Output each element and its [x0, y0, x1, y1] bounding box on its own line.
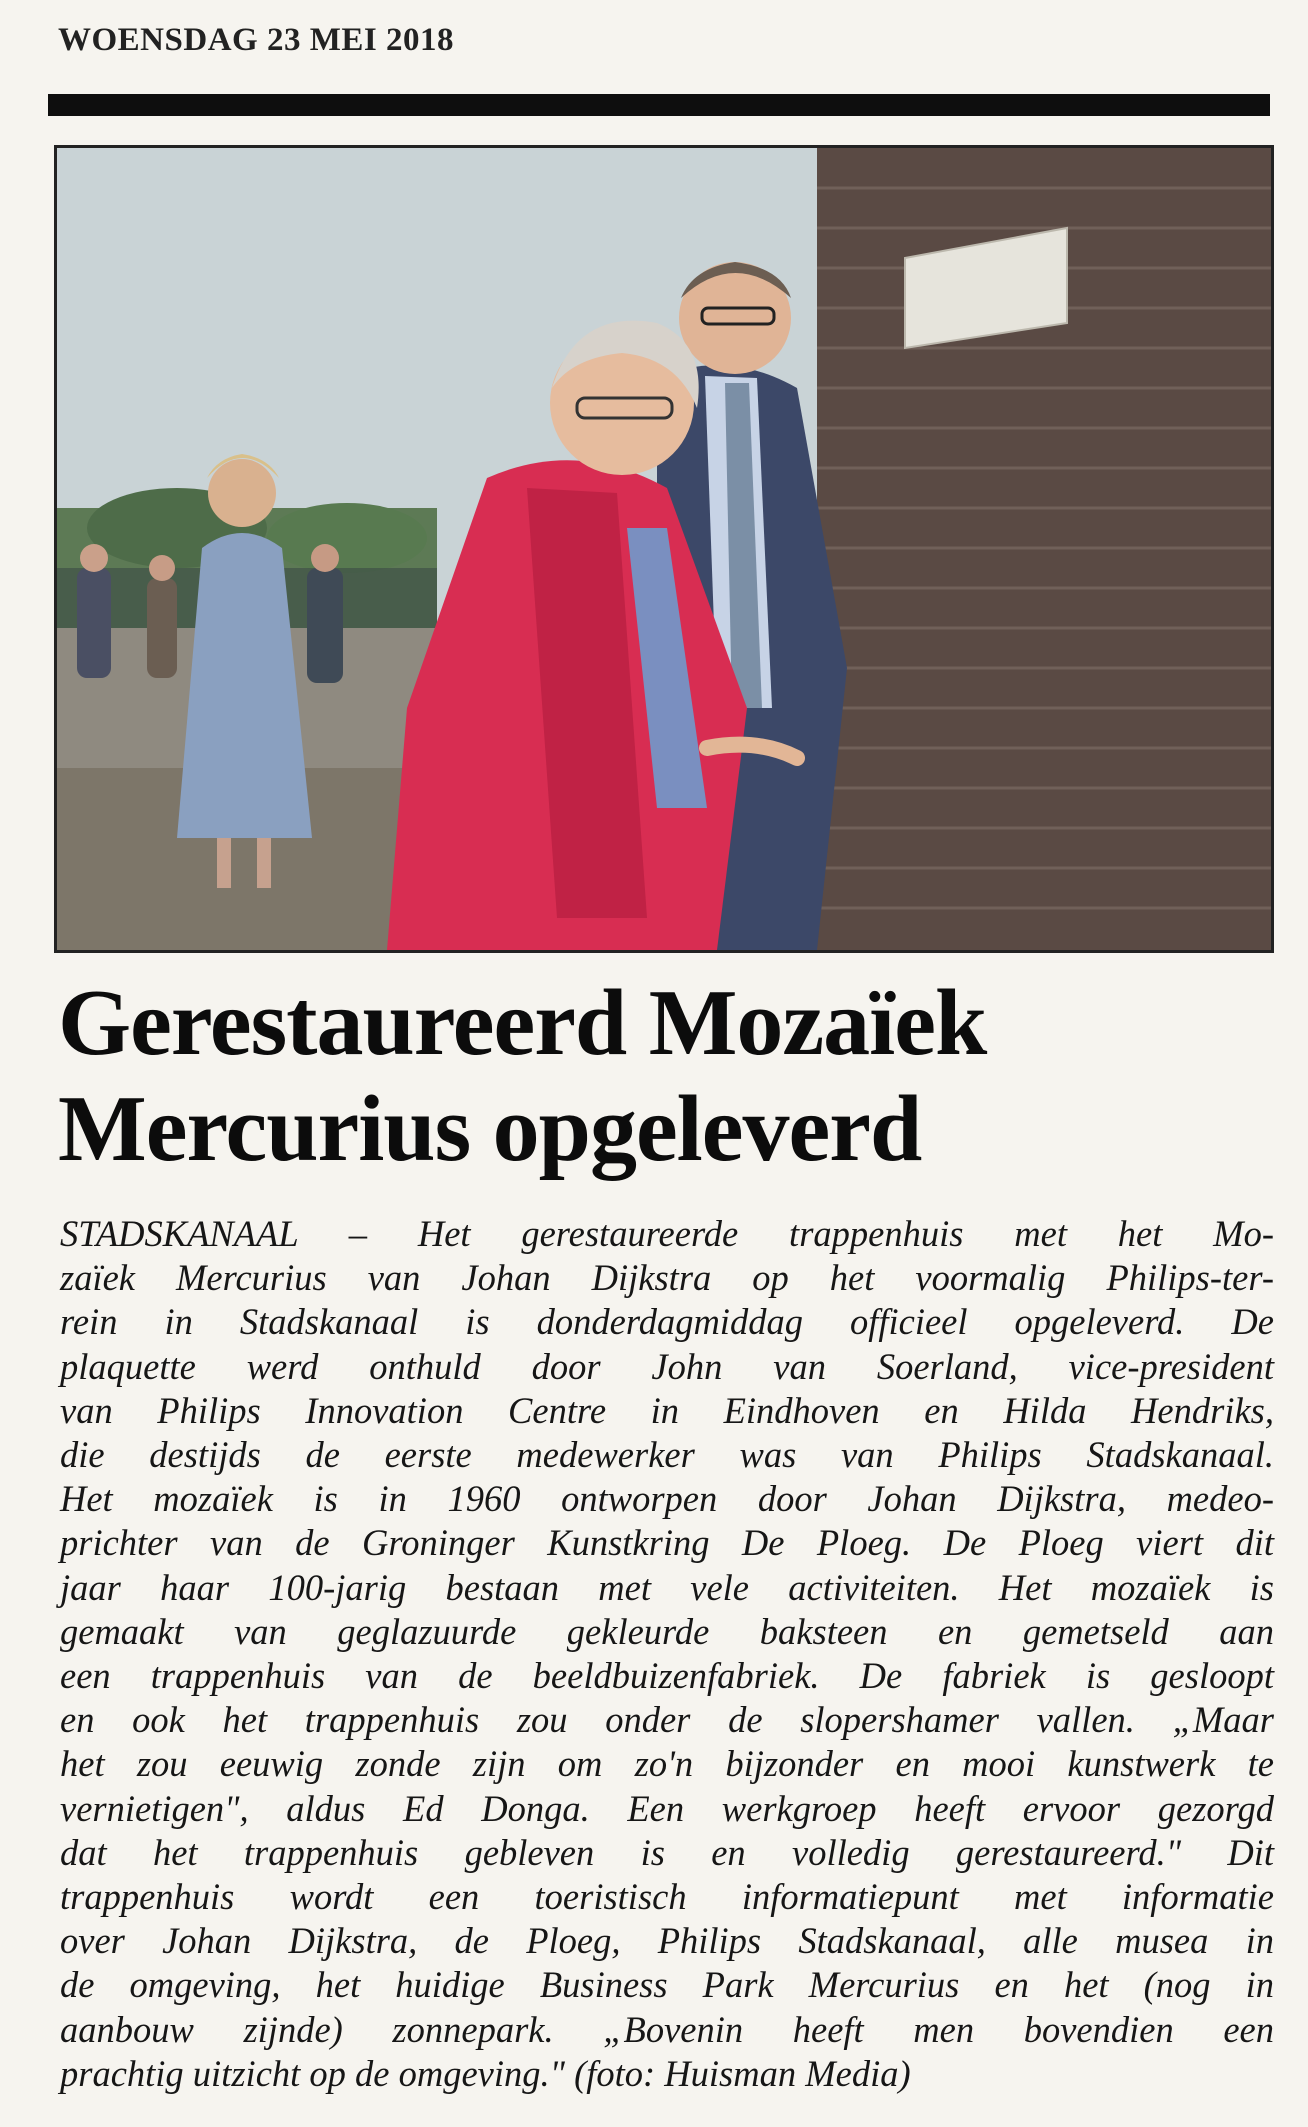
- body-line: die destijds de eerste medewerker was van Philips Stadskanaal.: [60, 1434, 1274, 1476]
- body-line: en ook het trappenhuis zou onder de slopershamer vallen. „Maar: [60, 1699, 1274, 1741]
- dateline: WOENSDAG 23 MEI 2018: [58, 22, 454, 58]
- article-body: [60, 1212, 1274, 2096]
- body-line: dat het trappenhuis gebleven is en volledig gerestaureerd." Dit: [60, 1831, 1274, 1873]
- photo-plaque-unveiling-icon: [57, 148, 1271, 950]
- body-line: van Philips Innovation Centre in Eindhoven en Hilda Hendriks,: [60, 1389, 1274, 1431]
- header-rule: [48, 94, 1270, 116]
- body-line: prichter van de Groninger Kunstkring De Ploeg. De Ploeg viert dit: [60, 1522, 1274, 1564]
- article-photo: [54, 145, 1274, 953]
- body-line: een trappenhuis van de beeldbuizenfabriek. De fabriek is gesloopt: [60, 1655, 1274, 1697]
- body-line: vernietigen", aldus Ed Donga. Een werkgroep heeft ervoor gezorgd: [60, 1787, 1274, 1829]
- headline: [58, 970, 1278, 1182]
- body-line: Het mozaïek is in 1960 ontworpen door Johan Dijkstra, medeo-: [60, 1478, 1274, 1520]
- body-line: aanbouw zijnde) zonnepark. „Bovenin heeft men bovendien een: [60, 2008, 1274, 2050]
- headline-line-1: Gerestaureerd Mozaïek: [58, 971, 987, 1075]
- body-line: het zou eeuwig zonde zijn om zo'n bijzonder en mooi kunstwerk te: [60, 1743, 1274, 1785]
- body-line: jaar haar 100-jarig bestaan met vele activiteiten. Het mozaïek is: [60, 1566, 1274, 1608]
- body-line: de omgeving, het huidige Business Park Mercurius en het (nog in: [60, 1964, 1274, 2006]
- headline-line-2: Mercurius opgeleverd: [58, 1077, 922, 1181]
- body-line: zaïek Mercurius van Johan Dijkstra op het voormalig Philips-ter-: [60, 1257, 1274, 1299]
- body-line: gemaakt van geglazuurde gekleurde baksteen en gemetseld aan: [60, 1610, 1274, 1652]
- body-line: over Johan Dijkstra, de Ploeg, Philips Stadskanaal, alle musea in: [60, 1920, 1274, 1962]
- body-line: STADSKANAAL – Het gerestaureerde trappenhuis met het Mo-: [60, 1213, 1274, 1254]
- body-line: prachtig uitzicht op de omgeving." (foto: Huisman Media): [60, 2052, 911, 2094]
- body-line: rein in Stadskanaal is donderdagmiddag officieel opgeleverd. De: [60, 1301, 1274, 1343]
- body-line: trappenhuis wordt een toeristisch informatiepunt met informatie: [60, 1876, 1274, 1918]
- body-line: plaquette werd onthuld door John van Soerland, vice-president: [60, 1345, 1274, 1387]
